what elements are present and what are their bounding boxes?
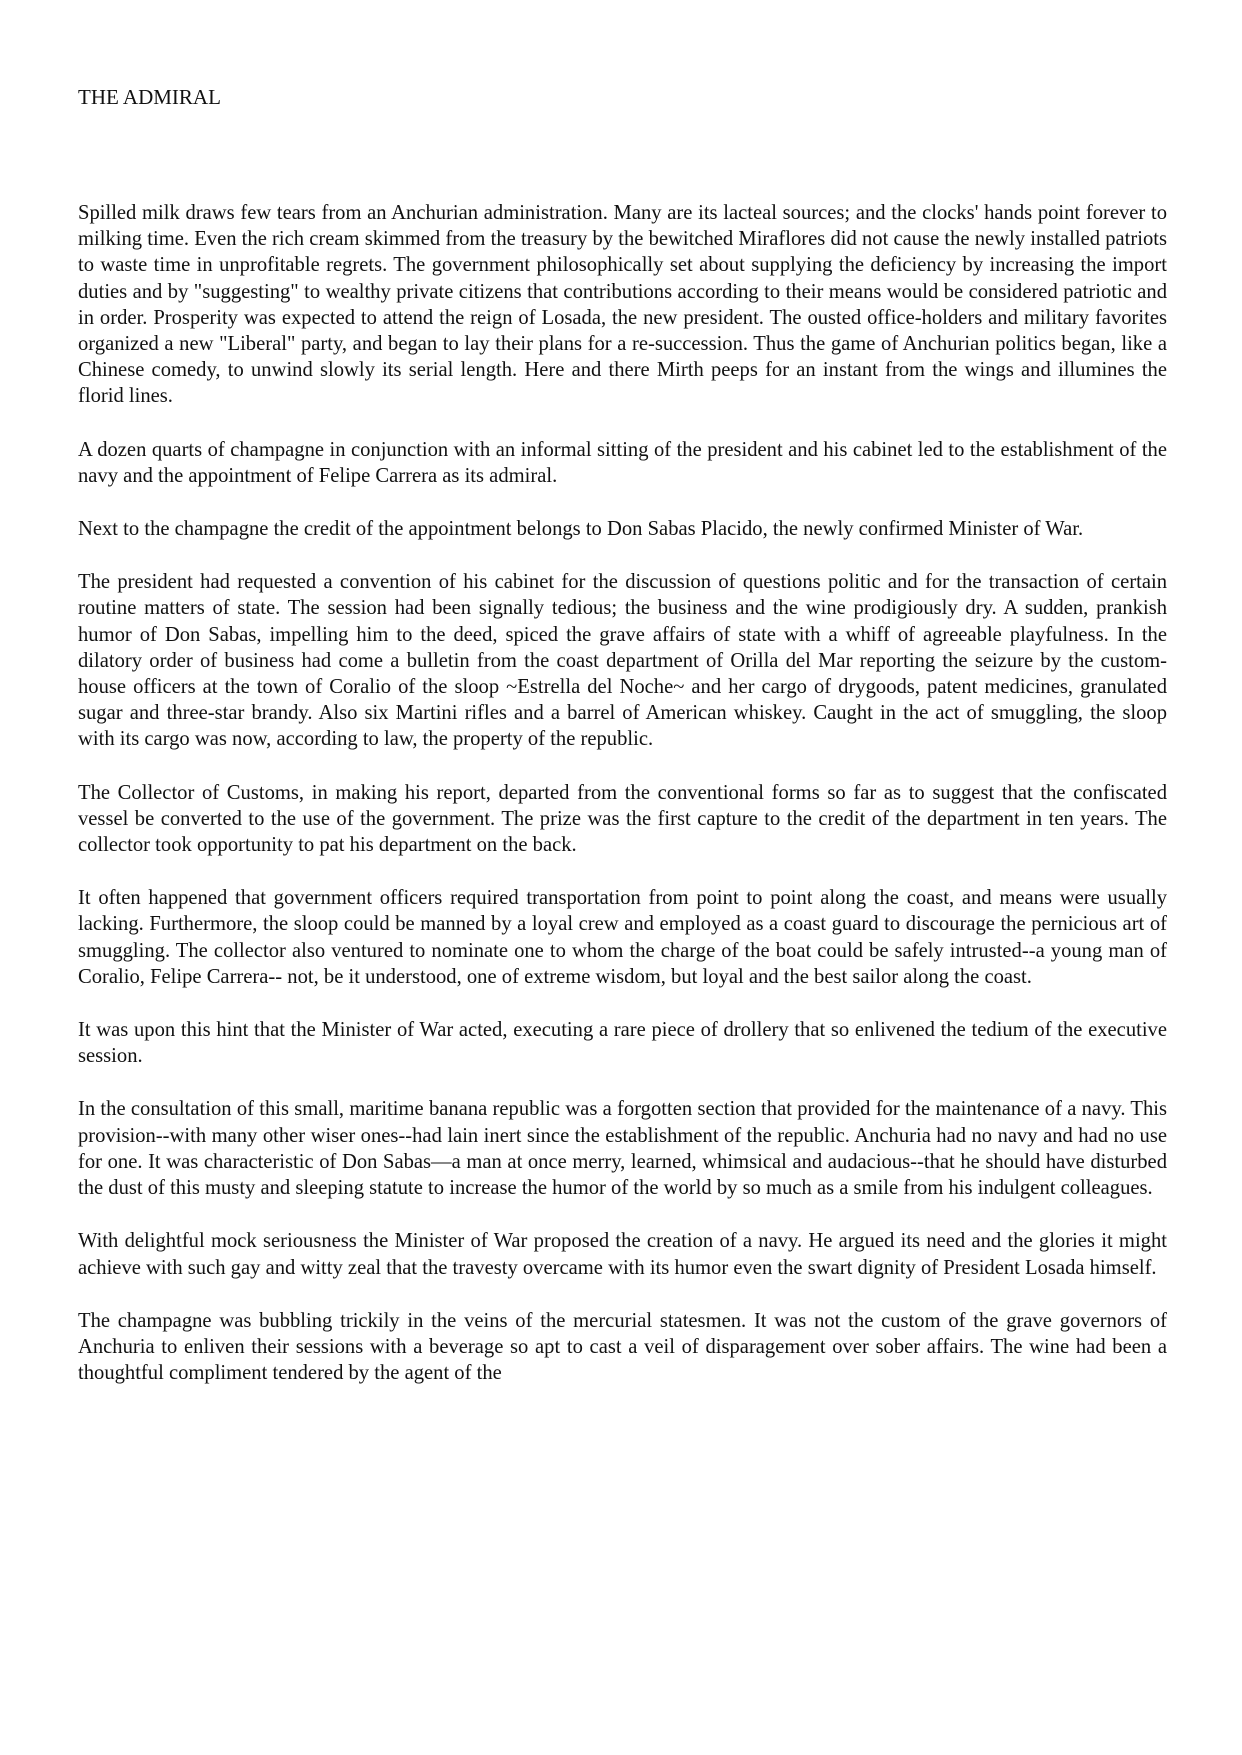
paragraph-credit-appointment: Next to the champagne the credit of the appointment belongs to Don Sabas Placido, the newly confirmed Minister of War. (78, 518, 1084, 541)
paragraph-champagne-bubbling: The champagne was bubbling trickily in the veins of the mercurial statesmen. It was not the custom of the grave governors of Anchuria to enliven their sessions with a beverage so apt to cast a veil of disparagement over sober affairs. The wine had been a thoughtful compliment tendered by the agent of the (78, 1309, 1167, 1385)
paragraph-transportation: It often happened that government officers required transportation from point to point along the coast, and means were usually lacking. Furthermore, the sloop could be manned by a loyal crew and employed as a coast guard to discourage the pernicious art of smuggling. The collector also ventured to nominate one to whom the charge of the boat could be safely intrusted--a young man of Coralio, Felipe Carrera-- not, be it understood, one of extreme wisdom, but loyal and the best sailor along the coast. (78, 887, 1167, 988)
paragraph-champagne-navy: A dozen quarts of champagne in conjunction with an informal sitting of the president and his cabinet led to the establishment of the navy and the appointment of Felipe Carrera as its admiral. (78, 438, 1167, 487)
chapter-title: THE ADMIRAL (78, 85, 221, 109)
paragraph-forgotten-section: In the consultation of this small, maritime banana republic was a forgotten section that provided for the maintenance of a navy. This provision--with many other wiser ones--had lain inert since the establishment of the republic. Anchuria had no navy and had no use for one. It was characteristic of Don Sabas—a man at once merry, learned, whimsical and audacious--that he should have disturbed the dust of this musty and sleeping statute to increase the humor of the world by so much as a smile from his indulgent colleagues. (78, 1098, 1167, 1200)
paragraph-cabinet-session: The president had requested a convention of his cabinet for the discussion of questions politic and for the transaction of certain routine matters of state. The session had been signally tedious; the business and the wine prodigiously dry. A sudden, prankish humor of Don Sabas, impelling him to the deed, spiced the grave affairs of state with a whiff of agreeable playfulness. In the dilatory order of business had come a bulletin from the coast department of Orilla del Mar reporting the seizure by the custom-house officers at the town of Coralio of the sloop ~Estrella del Noche~ and her cargo of drygoods, patent medicines, granulated sugar and three-star brandy. Also six Martini rifles and a barrel of American whiskey. Caught in the act of smuggling, the sloop with its cargo was now, according to law, the property of the republic. (78, 571, 1167, 751)
paragraph-minister-hint: It was upon this hint that the Minister of War acted, executing a rare piece of drollery that so enlivened the tedium of the executive session. (78, 1019, 1167, 1068)
paragraph-collector-report: The Collector of Customs, in making his report, departed from the conventional forms so far as to suggest that the confiscated vessel be converted to the use of the government. The prize was the first capture to the credit of the department in ten years. The collector took opportunity to pat his department on the back. (78, 781, 1167, 857)
chapter-body (78, 200, 1167, 1413)
paragraph-intro: Spilled milk draws few tears from an Anchurian administration. Many are its lacteal sources; and the clocks' hands point forever to milking time. Even the rich cream skimmed from the treasury by the bewitched Miraflores did not cause the newly installed patriots to waste time in unprofitable regrets. The government philosophically set about supplying the deficiency by increasing the import duties and by "suggesting" to wealthy private citizens that contributions according to their means would be considered patriotic and in order. Prosperity was expected to attend the reign of Losada, the new president. The ousted office-holders and military favorites organized a new "Liberal" party, and began to lay their plans for a re-succession. Thus the game of Anchurian politics began, like a Chinese comedy, to unwind slowly its serial length. Here and there Mirth peeps for an instant from the wings and illumines the florid lines. (78, 202, 1167, 408)
paragraph-mock-seriousness: With delightful mock seriousness the Minister of War proposed the creation of a navy. He argued its need and the glories it might achieve with such gay and witty zeal that the travesty overcame with its humor even the swart dignity of President Losada himself. (78, 1230, 1167, 1279)
